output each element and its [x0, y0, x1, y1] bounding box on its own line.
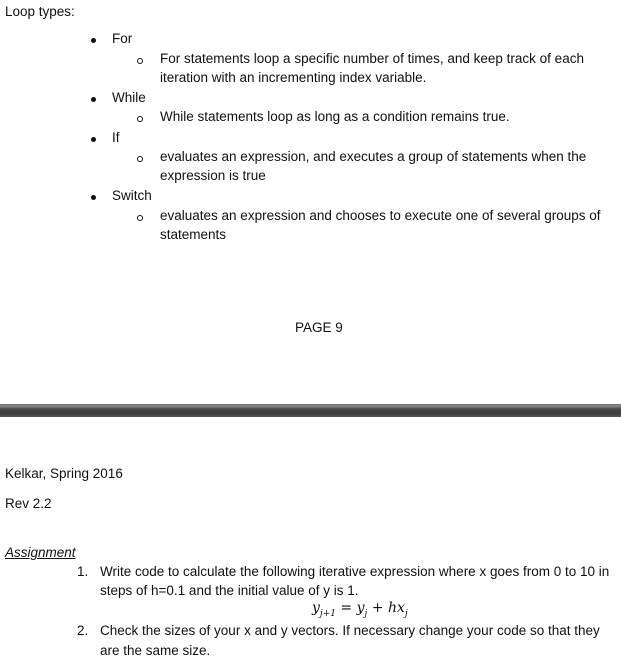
- page-number: PAGE 9: [295, 320, 343, 335]
- list-item-while: While: [112, 90, 146, 105]
- sub-bullet-circle: [137, 156, 143, 162]
- switch-detail-line-2: statements: [160, 227, 227, 242]
- task-1-line-1: Write code to calculate the following iterative expression where x goes from 0 to 10 in: [100, 564, 610, 579]
- bullet-dot: [91, 38, 96, 43]
- task-number-1: 1.: [77, 564, 89, 579]
- sub-bullet-circle: [137, 58, 143, 64]
- section-title: Assignment: [5, 545, 76, 560]
- bullet-dot: [91, 97, 96, 102]
- if-detail-line-1: evaluates an expression, and executes a group of statements when the: [160, 149, 587, 164]
- bullet-dot: [91, 137, 96, 142]
- sub-bullet-circle: [137, 215, 143, 221]
- for-detail-line-2: iteration with an incrementing index variable.: [160, 70, 427, 85]
- author-line: Kelkar, Spring 2016: [5, 466, 123, 481]
- sub-bullet-circle: [137, 116, 143, 122]
- iterative-equation: $y_{j+1} = y_j + hx_j$: [312, 600, 408, 619]
- page-separator: [0, 404, 621, 417]
- switch-detail-line-1: evaluates an expression and chooses to execute one of several groups of: [160, 208, 601, 223]
- revision-line: Rev 2.2: [5, 496, 52, 511]
- list-item-switch: Switch: [112, 188, 152, 203]
- list-item-if: If: [112, 130, 120, 145]
- for-detail-line-1: For statements loop a specific number of times, and keep track of each: [160, 51, 584, 66]
- list-item-for: For: [112, 31, 133, 46]
- if-detail-line-2: expression is true: [160, 168, 266, 183]
- bullet-dot: [91, 195, 96, 200]
- while-detail-line-1: While statements loop as long as a condition remains true.: [160, 109, 510, 124]
- loop-types-heading: Loop types:: [5, 4, 75, 19]
- task-2-line-2: are the same size.: [100, 643, 211, 658]
- task-number-2: 2.: [77, 623, 89, 638]
- task-2-line-1: Check the sizes of your x and y vectors. If necessary change your code so that they: [100, 623, 600, 638]
- task-1-line-2: steps of h=0.1 and the initial value of y is 1.: [100, 583, 359, 598]
